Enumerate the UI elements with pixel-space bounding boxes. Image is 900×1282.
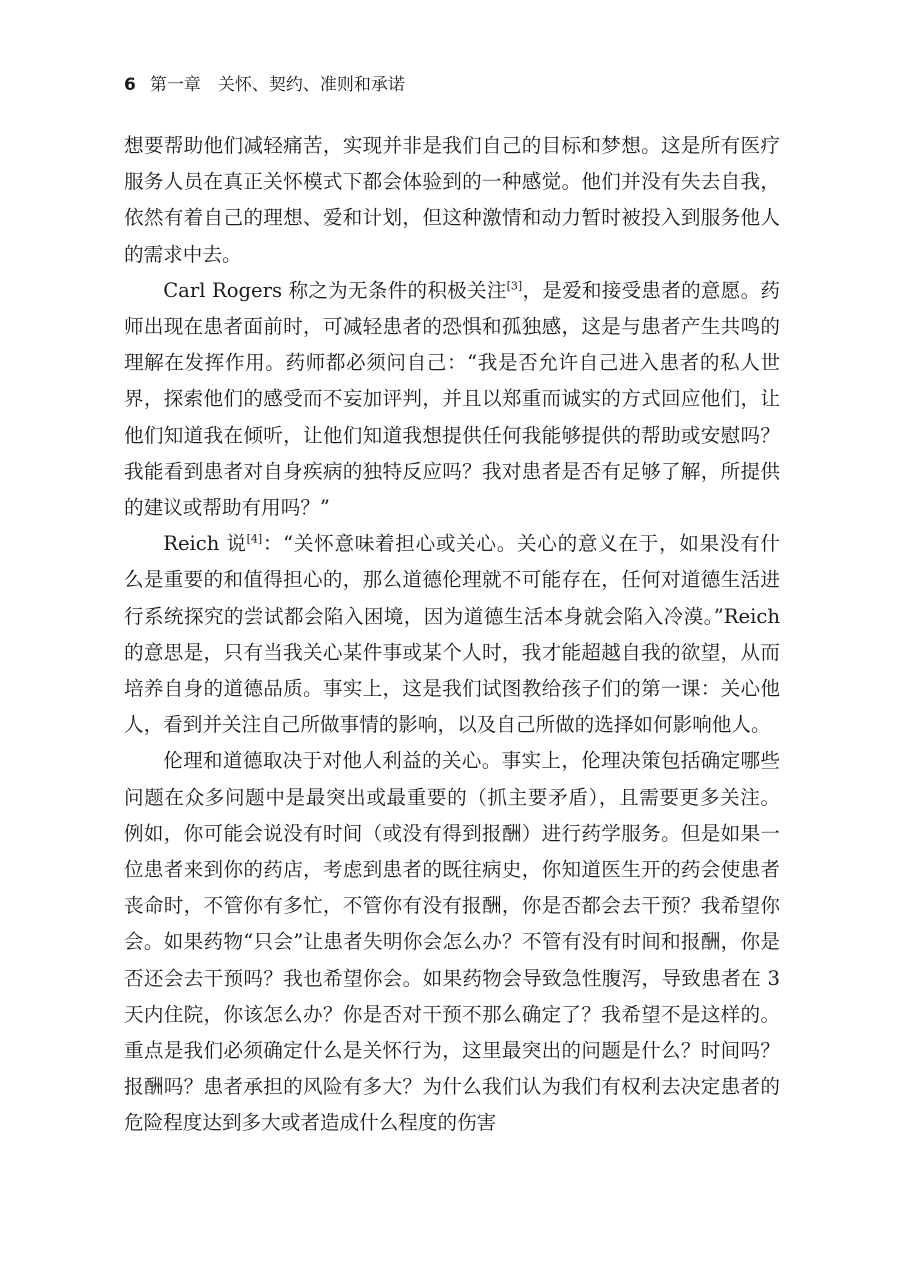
paragraph-4: 伦理和道德取决于对他人利益的关心。事实上，伦理决策包括确定哪些问题在众多问题中是最突出或最重要的（抓主要矛盾），且需要更多关注。例如，你可能会说没有时间（或没有得到报酬）进行药学服务。但是如果一位患者来到你的药店，考虑到患者的既往病史，你知道医生开的药会使患者丧命时，不管你有多忙，不管你有没有报酬，你是否都会去干预？我希望你会。如果药物“只会”让患者失明你会怎么办？不管有没有时间和报酬，你是否还会去干预吗？我也希望你会。如果药物会导致急性腹泻，导致患者在 3 天内住院，你该怎么办？你是否对干预不那么确定了？我希望不是这样的。重点是我们必须确定什么是关怀行为，这里最突出的问题是什么？时间吗？报酬吗？患者承担的风险有多大？为什么我们认为我们有权利去决定患者的危险程度达到多大或者造成什么程度的伤害: [124, 749, 780, 1135]
paragraph-3-rest: ：“关怀意味着担心或关心。关心的意义在于，如果没有什么是重要的和值得担心的，那么道德伦理就不可能存在，任何对道德生活进行系统探究的尝试都会陷入困境，因为道德生活本身就会陷入冷漠。”Reich 的意思是，只有当我关心某件事或某个人时，我才能超越自我的欲望，从而培养自身的道德品质。事实上，这是我们试图教给孩子们的第一课：关心他人，看到并关注自己所做事情的影响，以及自己所做的选择如何影响他人。: [124, 532, 780, 737]
paragraph-1: 想要帮助他们减轻痛苦，实现并非是我们自己的目标和梦想。这是所有医疗服务人员在真正关怀模式下都会体验到的一种感觉。他们并没有失去自我，依然有着自己的理想、爱和计划，但这种激情和动力暂时被投入到服务他人的需求中去。: [124, 134, 780, 266]
page-number: 6: [124, 75, 136, 95]
book-page: [124, 72, 780, 1142]
paragraph-3: [124, 526, 780, 743]
paragraph-2-rest: ，是爱和接受患者的意愿。药师出现在患者面前时，可减轻患者的恐惧和孤独感，这是与患者产生共鸣的理解在发挥作用。药师都必须问自己：“我是否允许自己进入患者的私人世界，探索他们的感受而不妄加评判，并且以郑重而诚实的方式回应他们，让他们知道我在倾听，让他们知道我想提供任何我能够提供的帮助或安慰吗？我能看到患者对自身疾病的独特反应吗？我对患者是否有足够了解，所提供的建议或帮助有用吗？”: [124, 278, 780, 520]
chapter-title: 第一章 关怀、契约、准则和承诺: [149, 75, 405, 95]
paragraph-2-lead: Carl Rogers 称之为无条件的积极关注: [163, 278, 507, 302]
paragraph-2: [124, 273, 780, 526]
citation-ref-3: [3]: [506, 279, 523, 293]
running-header: [124, 72, 780, 98]
paragraph-3-lead: Reich 说: [163, 532, 247, 556]
body-text: [124, 128, 780, 1142]
citation-ref-4: [4]: [246, 532, 263, 546]
